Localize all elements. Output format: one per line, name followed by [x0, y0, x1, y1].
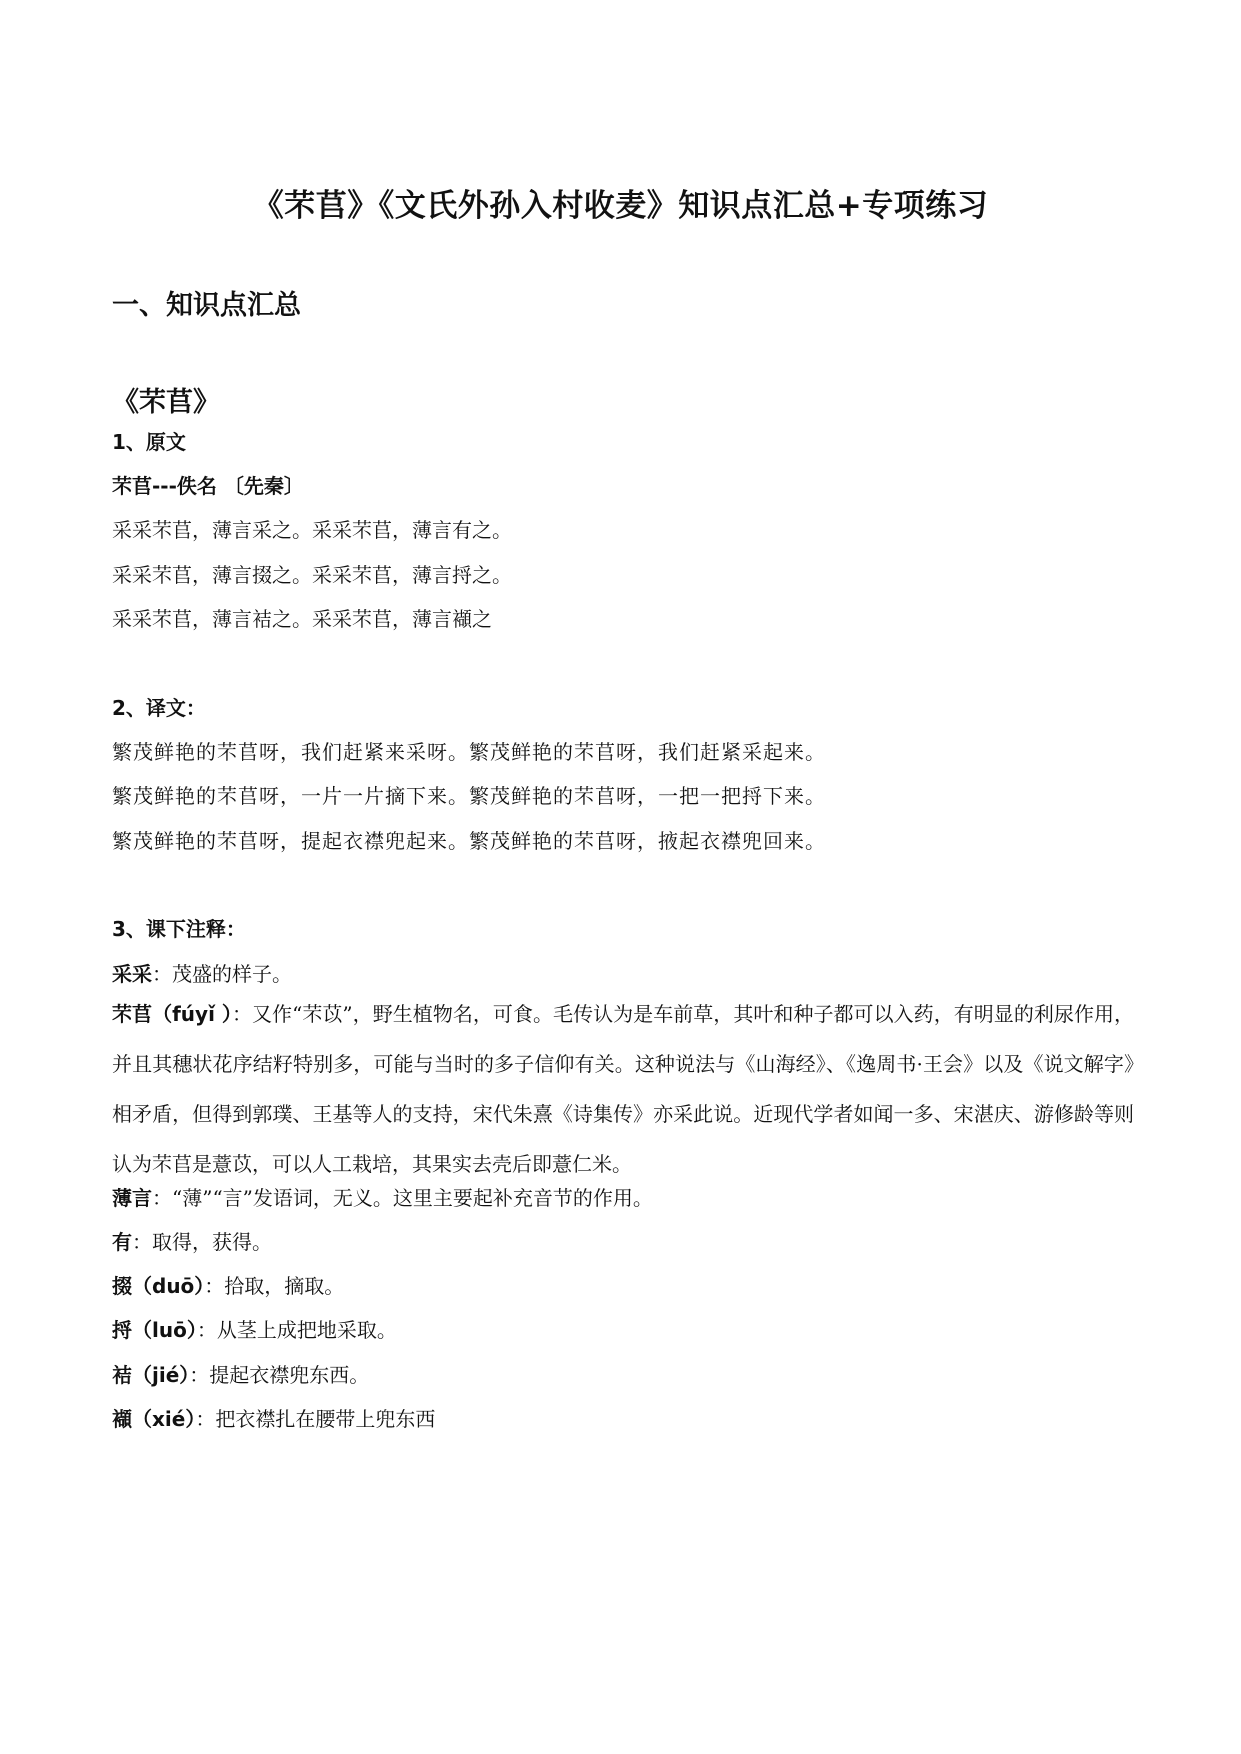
note-jie [112, 1359, 369, 1388]
translation-line: 繁茂鲜艳的芣苢呀，一片一片摘下来。繁茂鲜艳的芣苢呀，一把一把捋下来。 [112, 784, 826, 808]
note-caicai [112, 958, 292, 987]
note-term: 薄言 [112, 1186, 152, 1210]
original-heading: 1、原文 [112, 430, 186, 454]
original-line: 采采芣苢，薄言袺之。采采芣苢，薄言襭之 [112, 607, 492, 631]
document-title: 《芣苢》《文氏外孙入村收麦》知识点汇总+专项练习 [252, 188, 989, 224]
note-you [112, 1226, 272, 1255]
original-line: 采采芣苢，薄言采之。采采芣苢，薄言有之。 [112, 518, 512, 542]
note-text: ：从茎上成把地采取。 [196, 1318, 397, 1342]
translation-heading: 2、译文： [112, 696, 206, 720]
note-duo [112, 1270, 344, 1299]
note-text: ：拾取，摘取。 [204, 1274, 345, 1298]
note-text: ：取得，获得。 [132, 1230, 272, 1254]
note-boyan [112, 1182, 653, 1211]
note-term: 有 [112, 1230, 132, 1254]
note-term: 襭（xié） [112, 1407, 196, 1431]
note-term: 捋（luō） [112, 1318, 197, 1342]
notes-heading: 3、课下注释： [112, 917, 246, 941]
translation-line: 繁茂鲜艳的芣苢呀，提起衣襟兜起来。繁茂鲜艳的芣苢呀，掖起衣襟兜回来。 [112, 829, 826, 853]
note-text: ：提起衣襟兜东西。 [189, 1363, 370, 1387]
note-luo [112, 1314, 397, 1343]
translation-line: 繁茂鲜艳的芣苢呀，我们赶紧来采呀。繁茂鲜艳的芣苢呀，我们赶紧采起来。 [112, 740, 826, 764]
note-term: 掇（duō） [112, 1274, 205, 1298]
original-line: 采采芣苢，薄言掇之。采采芣苢，薄言捋之。 [112, 563, 512, 587]
note-xie [112, 1403, 435, 1432]
section-heading-knowledge: 一、知识点汇总 [112, 290, 301, 321]
note-text: ：把衣襟扎在腰带上兜东西 [195, 1407, 436, 1431]
note-fuyi [112, 989, 1134, 1189]
note-text: ：又作“芣苡”，野生植物名，可食。毛传认为是车前草，其叶和种子都可以入药，有明显的利尿作用，并且其穗状花序结籽特别多，可能与当时的多子信仰有关。这种说法与《山海经》、《逸周书·王会》以及《说文解字》相矛盾，但得到郭璞、王基等人的支持，宋代朱熹《诗集传》亦采此说。近现代学者如闻一多、宋湛庆、游修龄等则认为芣苢是薏苡，可以人工栽培，其果实去壳后即薏仁米。 [112, 1002, 1135, 1176]
note-text: ：“薄”“言”发语词，无义。这里主要起补充音节的作用。 [152, 1186, 653, 1210]
note-text: ：茂盛的样子。 [152, 962, 292, 986]
poem-byline: 芣苢---佚名 〔先秦〕 [112, 474, 304, 498]
poem-title: 《芣苢》 [112, 387, 220, 418]
note-term: 采采 [112, 962, 152, 986]
note-term: 芣苢（fúyǐ ） [112, 1002, 232, 1026]
note-term: 袺（jié） [112, 1363, 190, 1387]
